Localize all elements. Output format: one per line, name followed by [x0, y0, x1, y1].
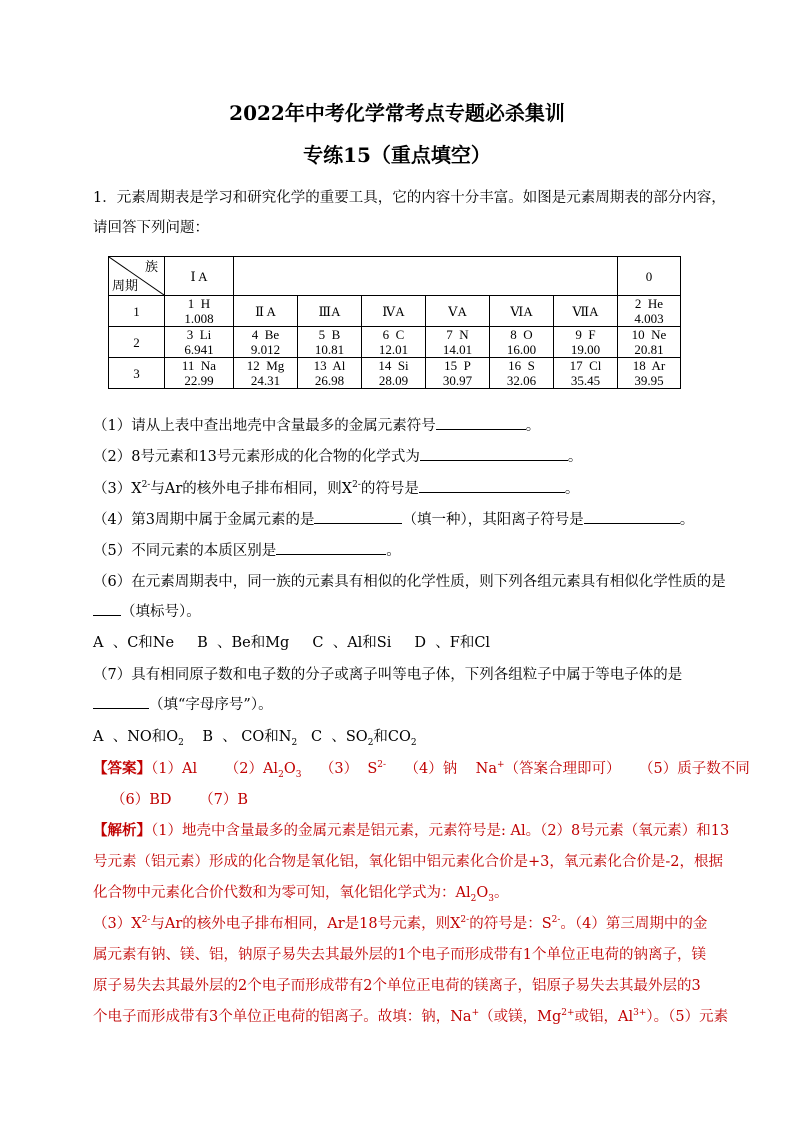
element-cell-Be: 4 Be 9.012 [234, 327, 298, 358]
element-cell-Mg: 12 Mg 24.31 [234, 358, 298, 389]
charge-superscript: 2+ [561, 1008, 575, 1019]
answer-blank-4a[interactable] [314, 509, 402, 524]
subscript: 2 [178, 737, 184, 748]
question-intro-line1: 1．元素周期表是学习和研究化学的重要工具，它的内容十分丰富。如图是元素周期表的部分内容， [93, 190, 726, 206]
charge-superscript: 2- [551, 915, 561, 926]
question-3-end: 。 [564, 481, 580, 497]
question-2-text: （2）8号元素和13号元素形成的化合物的化学式为 [93, 449, 420, 465]
element-cell-C: 6 C 12.01 [362, 327, 426, 358]
question-3-text-b: 与Ar的核外电子排布相同，则X [150, 481, 353, 497]
question-7-hint: （填“字母序号”）。 [149, 697, 273, 713]
period-cell: 3 [109, 358, 165, 389]
subscript: 2 [367, 737, 374, 748]
element-cell-Al: 13 Al 26.98 [298, 358, 362, 389]
question-6-line2 [93, 600, 201, 621]
table-row [109, 358, 681, 389]
element-cell-P: 15 P 30.97 [426, 358, 490, 389]
question-4 [93, 508, 694, 529]
analysis-line5: 属元素有钠、镁、铝，钠原子易失去其最外层的1个电子而形成带有1个单位正电荷的钠离子，镁 [93, 947, 706, 963]
charge-superscript: 2- [141, 480, 151, 491]
option-c: C 、SO [297, 729, 368, 745]
element-cell-Li: 3 Li 6.941 [165, 327, 234, 358]
answer-blank-6[interactable] [93, 601, 121, 616]
table-row [109, 296, 681, 327]
element-cell-Si: 14 Si 28.09 [362, 358, 426, 389]
question-2 [93, 445, 582, 466]
answer-blank-7[interactable] [93, 694, 149, 709]
question-5 [93, 539, 401, 560]
element-cell-N: 7 N 14.01 [426, 327, 490, 358]
group-label-3a: ⅢA [298, 296, 362, 327]
analysis-text: 的符号是：S [469, 916, 552, 932]
answer-blank-1[interactable] [436, 415, 526, 430]
element-cell-S: 16 S 32.06 [490, 358, 554, 389]
header-group-0: 0 [618, 257, 681, 296]
answer-blank-3[interactable] [419, 478, 565, 493]
period-cell: 2 [109, 327, 165, 358]
analysis-text: 或铝，Al [574, 1009, 634, 1025]
element-cell-O: 8 O 16.00 [490, 327, 554, 358]
analysis-text: （或镁，Mg [479, 1009, 562, 1025]
question-4-text-a: （4）第3周期中属于金属元素的是 [93, 512, 315, 528]
answer-blank-5[interactable] [276, 540, 386, 555]
analysis-line3 [93, 881, 508, 904]
option-a: A 、NO和O [93, 729, 179, 745]
group-label-2a: Ⅱ A [234, 296, 298, 327]
element-cell-F: 9 F 19.00 [554, 327, 618, 358]
question-3-text-c: 的符号是 [360, 481, 419, 497]
question-4-text-b: （填一种），其阳离子符号是 [402, 512, 584, 528]
charge-superscript: 2- [352, 480, 361, 491]
analysis-text: 。 [493, 885, 509, 901]
element-cell-Na: 11 Na 22.99 [165, 358, 234, 389]
element-cell-Ne: 10 Ne 20.81 [618, 327, 681, 358]
question-3-text-a: （3）X [93, 481, 142, 497]
page-subtitle: 专练15（重点填空） [303, 143, 491, 167]
analysis-line6: 原子易失去其最外层的2个电子而形成带有2个单位正电荷的镁离子，铝原子易失去其最外层的3 [93, 978, 701, 994]
question-3 [93, 477, 579, 498]
period-cell: 1 [109, 296, 165, 327]
option-c-rest: 和CO [373, 729, 411, 745]
element-cell-He: 2 He 4.003 [618, 296, 681, 327]
analysis-label: 【解析】 [93, 822, 151, 839]
analysis-text: 与Ar的核外电子排布相同，Ar是18号元素，则X [150, 916, 461, 932]
analysis-line1 [93, 819, 729, 840]
question-6-line1: （6）在元素周期表中，同一族的元素具有相似的化学性质，则下列各组元素具有相似化学性质的是 [93, 574, 726, 590]
answer-blank-2[interactable] [420, 446, 568, 461]
element-cell-Cl: 17 Cl 35.45 [554, 358, 618, 389]
subscript: 2 [278, 769, 284, 780]
table-row [109, 327, 681, 358]
charge-superscript: 3+ [633, 1008, 647, 1019]
analysis-text: O [476, 885, 489, 901]
charge-superscript: 2- [377, 760, 387, 771]
subscript: 3 [488, 893, 494, 904]
analysis-text: ）。（5）元素 [646, 1009, 729, 1025]
answer-blank-4b[interactable] [584, 509, 680, 524]
question-7-line2 [93, 693, 273, 714]
element-cell-H: 1 H 1.008 [165, 296, 234, 327]
question-7-options [93, 725, 417, 748]
question-4-end: 。 [679, 512, 695, 528]
subscript: 3 [295, 769, 302, 780]
answer-text: （1）Al （2）Al [151, 761, 279, 777]
analysis-text: （3）X [93, 916, 142, 932]
question-5-text: （5）不同元素的本质区别是 [93, 543, 277, 559]
group-label-5a: ⅤA [426, 296, 490, 327]
subscript: 2 [410, 737, 417, 748]
analysis-text: （1）地壳中含量最多的金属元素是铝元素，元素符号是: Al。（2）8号元素（氧元素）和13 [151, 823, 730, 839]
question-5-end: 。 [386, 543, 401, 559]
question-6-options: A 、C和Ne B 、Be和Mg C 、Al和Si D 、F和Cl [93, 635, 491, 651]
element-cell-B: 5 B 10.81 [298, 327, 362, 358]
analysis-text: 。（4）第三周期中的金 [560, 916, 708, 932]
option-b: B 、 CO和N [183, 729, 292, 745]
group-label-6a: ⅥA [490, 296, 554, 327]
analysis-line7 [93, 1005, 728, 1026]
question-2-end: 。 [567, 449, 583, 465]
question-7-line1: （7）具有相同原子数和电子数的分子或离子叫等电子体，下列各组粒子中属于等电子体的是 [93, 667, 683, 683]
question-6-hint: （填标号）。 [121, 604, 201, 620]
answer-text: （3） S [301, 761, 378, 777]
answer-text: （4）钠 Na [386, 761, 497, 777]
header-empty-span [234, 257, 618, 296]
analysis-text: 化合物中元素化合价代数和为零可知，氧化铝化学式为：Al [93, 885, 471, 901]
header-group-label: 族 [144, 259, 158, 274]
question-1-end: 。 [525, 418, 541, 434]
question-intro-line2: 请回答下列问题： [93, 220, 209, 236]
charge-superscript: + [471, 1008, 480, 1019]
answer-text: O [283, 761, 296, 777]
group-label-4a: ⅣA [362, 296, 426, 327]
charge-superscript: + [496, 760, 505, 771]
subscript: 2 [291, 737, 298, 748]
question-1-text: （1）请从上表中查出地壳中含量最多的金属元素符号 [93, 418, 436, 434]
answer-label: 【答案】 [93, 760, 151, 777]
charge-superscript: 2- [460, 915, 470, 926]
analysis-text: 个电子而形成带有3个单位正电荷的铝离子。故填：钠，Na [93, 1009, 472, 1025]
header-group-1a: Ⅰ A [165, 257, 234, 296]
table-corner-cell [109, 257, 165, 296]
analysis-line4 [93, 912, 707, 933]
analysis-line2: 号元素（铝元素）形成的化合物是氧化铝，氧化铝中铝元素化合价是+3，氧元素化合价是-2，根据 [93, 854, 723, 870]
group-label-7a: ⅦA [554, 296, 618, 327]
periodic-table [108, 256, 681, 389]
subscript: 2 [470, 893, 477, 904]
question-1 [93, 414, 540, 435]
element-cell-Ar: 18 Ar 39.95 [618, 358, 681, 389]
charge-superscript: 2- [141, 915, 151, 926]
header-period-label: 周期 [112, 278, 139, 293]
answer-line2: （6）BD （7）B [111, 792, 249, 808]
answer-text: （答案合理即可） （5）质子数不同 [504, 761, 750, 777]
answer-line1 [93, 757, 750, 780]
page-title: 2022年中考化学常考点专题必杀集训 [229, 101, 565, 125]
